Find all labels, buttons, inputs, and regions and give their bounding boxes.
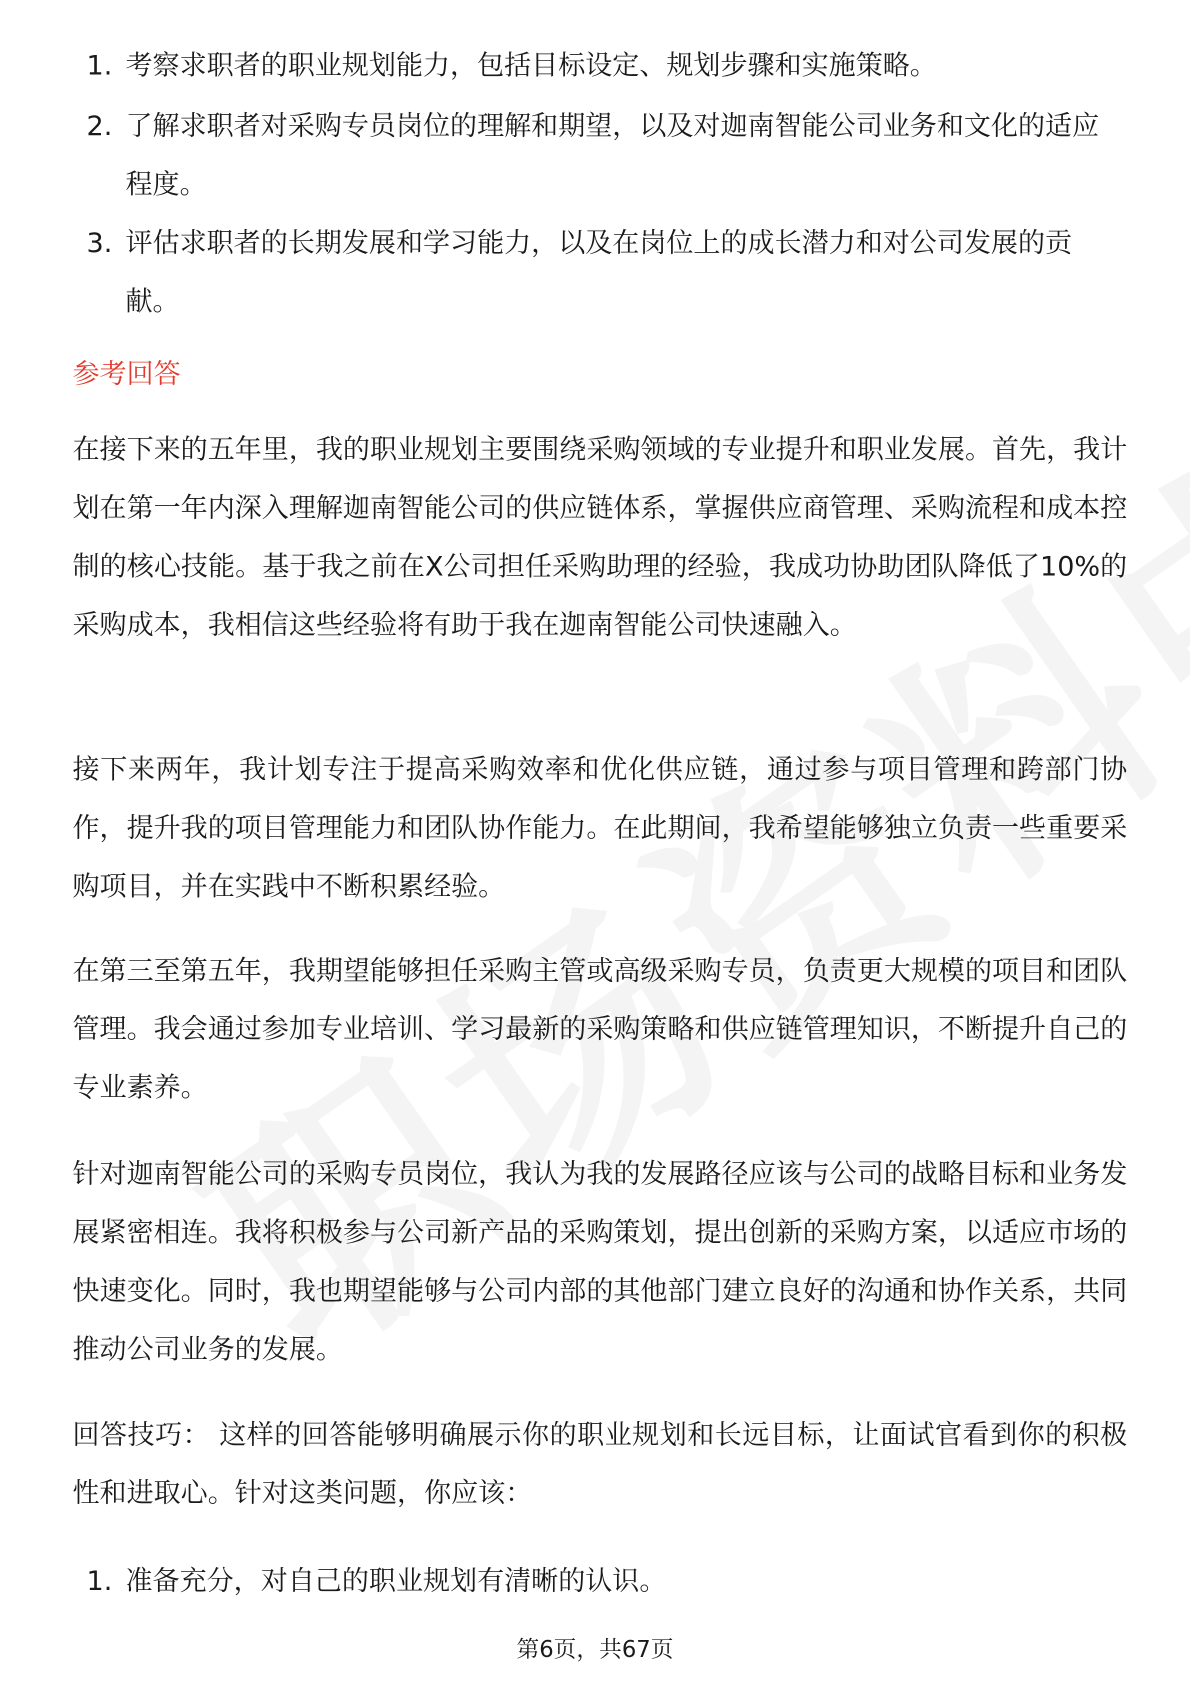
list-text: 了解求职者对采购专员岗位的理解和期望，以及对迦南智能公司业务和文化的适应程度。: [125, 110, 1100, 201]
list-number: 1.: [86, 49, 113, 82]
answer-tips-paragraph: 回答技巧： 这样的回答能够明确展示你的职业规划和长远目标，让面试官看到你的积极性和进取心。针对这类问题，你应该：: [72, 1418, 1128, 1509]
answer-paragraph-2: 接下来两年，我计划专注于提高采购效率和优化供应链，通过参与项目管理和跨部门协作，提升我的项目管理能力和团队协作能力。在此期间，我希望能够独立负责一些重要采购项目，并在实践中不断积累经验。: [72, 753, 1128, 902]
list-text: 考察求职者的职业规划能力，包括目标设定、规划步骤和实施策略。: [125, 49, 937, 82]
list-item: [0, 214, 1190, 331]
list-number: 3.: [86, 227, 113, 259]
answer-paragraph-1: 在接下来的五年里，我的职业规划主要围绕采购领域的专业提升和职业发展。首先，我计划在第一年内深入理解迦南智能公司的供应链体系，掌握供应商管理、采购流程和成本控制的核心技能。基于我之前在X公司担任采购助理的经验，我成功协助团队降低了10%的采购成本，我相信这些经验将有助于我在迦南智能公司快速融入。: [72, 433, 1128, 641]
assessment-points-list: [0, 37, 1190, 331]
page-number-footer: 第6页，共67页: [516, 1636, 674, 1663]
list-number: 2.: [86, 110, 113, 142]
answer-paragraph-4: 针对迦南智能公司的采购专员岗位，我认为我的发展路径应该与公司的战略目标和业务发展紧密相连。我将积极参与公司新产品的采购策划，提出创新的采购方案，以适应市场的快速变化。同时，我也期望能够与公司内部的其他部门建立良好的沟通和协作关系，共同推动公司业务的发展。: [72, 1158, 1128, 1365]
list-item: [0, 97, 1190, 214]
list-item: [0, 37, 1190, 95]
list-item: [0, 1552, 1190, 1610]
list-text: 评估求职者的长期发展和学习能力，以及在岗位上的成长潜力和对公司发展的贡献。: [125, 227, 1073, 317]
tips-list: [0, 1552, 1190, 1610]
list-number: 1.: [86, 1564, 113, 1597]
answer-paragraph-3: 在第三至第五年，我期望能够担任采购主管或高级采购专员，负责更大规模的项目和团队管理。我会通过参加专业培训、学习最新的采购策略和供应链管理知识，不断提升自己的专业素养。: [72, 954, 1128, 1104]
list-text: 准备充分，对自己的职业规划有清晰的认识。: [125, 1564, 667, 1597]
section-heading: 参考回答: [72, 357, 181, 390]
